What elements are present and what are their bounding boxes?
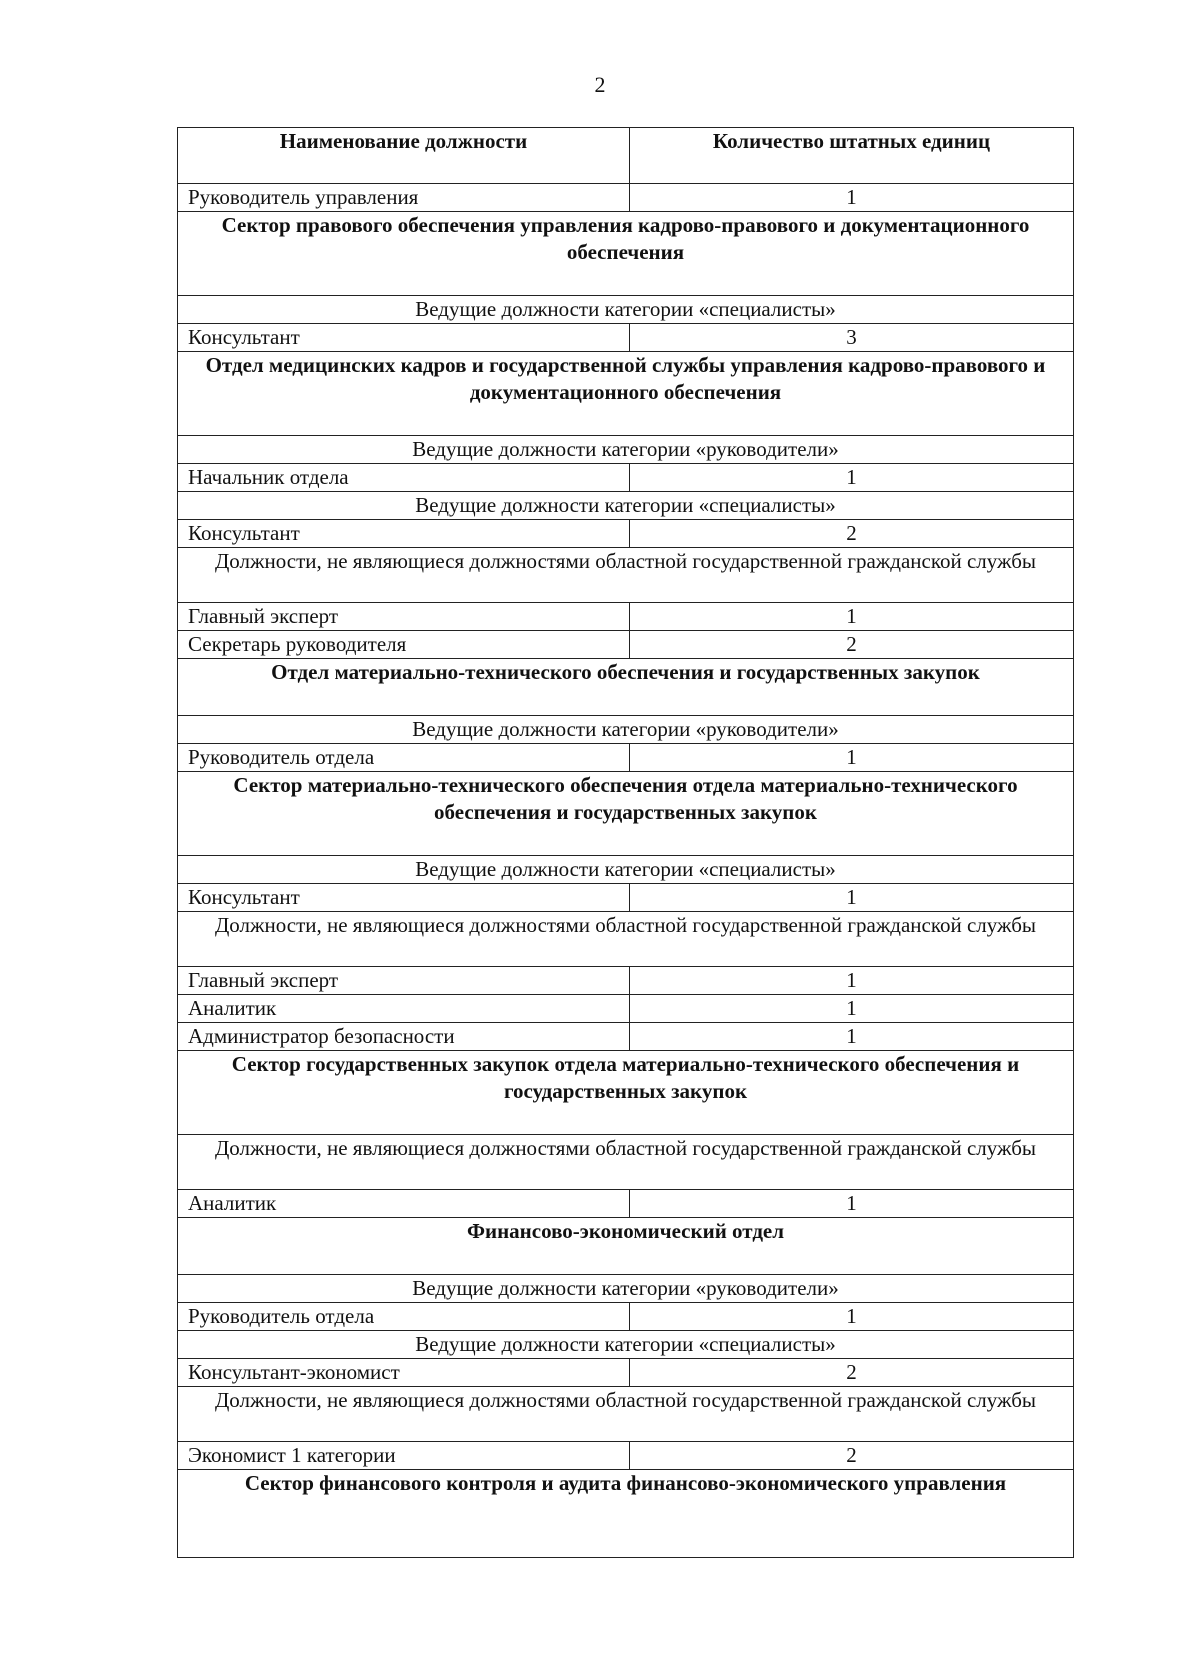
position-name: Аналитик — [178, 1190, 630, 1218]
position-name: Руководитель отдела — [178, 1303, 630, 1331]
section-heading-row — [178, 1218, 1074, 1275]
section-heading: Сектор финансового контроля и аудита финансово-экономического управления — [178, 1470, 1074, 1558]
staff-count: 1 — [630, 1190, 1074, 1218]
category-label: Ведущие должности категории «руководители» — [178, 716, 1074, 744]
category-label: Ведущие должности категории «руководители» — [178, 1275, 1074, 1303]
position-name: Консультант — [178, 520, 630, 548]
table-row — [178, 884, 1074, 912]
staff-count: 1 — [630, 967, 1074, 995]
table-row — [178, 631, 1074, 659]
category-row — [178, 716, 1074, 744]
section-heading: Сектор материально-технического обеспечения отдела материально-технического обеспечения и государственных закупок — [178, 772, 1074, 856]
position-name: Главный эксперт — [178, 603, 630, 631]
staff-count: 1 — [630, 603, 1074, 631]
section-heading-row — [178, 212, 1074, 296]
category-label: Ведущие должности категории «специалисты» — [178, 296, 1074, 324]
category-label: Ведущие должности категории «специалисты» — [178, 492, 1074, 520]
staff-count: 1 — [630, 1303, 1074, 1331]
category-label: Должности, не являющиеся должностями областной государственной гражданской службы — [178, 548, 1074, 603]
position-name: Аналитик — [178, 995, 630, 1023]
table-row — [178, 1190, 1074, 1218]
staff-count: 1 — [630, 744, 1074, 772]
table-header-row — [178, 128, 1074, 184]
category-label: Ведущие должности категории «руководители» — [178, 436, 1074, 464]
table-row — [178, 1303, 1074, 1331]
category-row — [178, 1275, 1074, 1303]
category-row — [178, 296, 1074, 324]
position-name: Экономист 1 категории — [178, 1442, 630, 1470]
position-name: Главный эксперт — [178, 967, 630, 995]
staff-count: 1 — [630, 184, 1074, 212]
staff-count: 2 — [630, 1359, 1074, 1387]
category-label: Должности, не являющиеся должностями областной государственной гражданской службы — [178, 912, 1074, 967]
table-row — [178, 184, 1074, 212]
staff-count: 1 — [630, 1023, 1074, 1051]
table-row — [178, 324, 1074, 352]
section-heading-row — [178, 1470, 1074, 1558]
category-label: Должности, не являющиеся должностями областной государственной гражданской службы — [178, 1135, 1074, 1190]
table-row — [178, 464, 1074, 492]
position-name: Консультант — [178, 884, 630, 912]
position-name: Консультант — [178, 324, 630, 352]
table-row — [178, 1359, 1074, 1387]
category-row — [178, 1331, 1074, 1359]
table-row — [178, 995, 1074, 1023]
staff-count: 1 — [630, 884, 1074, 912]
table-row — [178, 1442, 1074, 1470]
section-heading: Сектор государственных закупок отдела материально-технического обеспечения и государственных закупок — [178, 1051, 1074, 1135]
section-heading: Отдел материально-технического обеспечения и государственных закупок — [178, 659, 1074, 716]
section-heading: Финансово-экономический отдел — [178, 1218, 1074, 1275]
page-number: 2 — [594, 72, 606, 97]
staff-count: 2 — [630, 631, 1074, 659]
category-label: Ведущие должности категории «специалисты» — [178, 856, 1074, 884]
staff-count: 1 — [630, 464, 1074, 492]
table-row — [178, 1023, 1074, 1051]
staffing-table — [177, 127, 1074, 1558]
category-row — [178, 492, 1074, 520]
position-name: Консультант-экономист — [178, 1359, 630, 1387]
staff-count: 1 — [630, 995, 1074, 1023]
category-row — [178, 856, 1074, 884]
position-name: Начальник отдела — [178, 464, 630, 492]
header-staff-count: Количество штатных единиц — [630, 128, 1074, 184]
staff-count: 3 — [630, 324, 1074, 352]
section-heading-row — [178, 659, 1074, 716]
category-row — [178, 436, 1074, 464]
table-row — [178, 603, 1074, 631]
category-label: Должности, не являющиеся должностями областной государственной гражданской службы — [178, 1387, 1074, 1442]
section-heading-row — [178, 772, 1074, 856]
category-row — [178, 548, 1074, 603]
table-row — [178, 744, 1074, 772]
table-row — [178, 967, 1074, 995]
table-row — [178, 520, 1074, 548]
position-name: Руководитель управления — [178, 184, 630, 212]
position-name: Секретарь руководителя — [178, 631, 630, 659]
category-label: Ведущие должности категории «специалисты» — [178, 1331, 1074, 1359]
section-heading: Сектор правового обеспечения управления кадрово-правового и документационного обеспечения — [178, 212, 1074, 296]
staff-count: 2 — [630, 520, 1074, 548]
position-name: Администратор безопасности — [178, 1023, 630, 1051]
staff-count: 2 — [630, 1442, 1074, 1470]
section-heading-row — [178, 1051, 1074, 1135]
position-name: Руководитель отдела — [178, 744, 630, 772]
category-row — [178, 1135, 1074, 1190]
category-row — [178, 1387, 1074, 1442]
section-heading-row — [178, 352, 1074, 436]
category-row — [178, 912, 1074, 967]
section-heading: Отдел медицинских кадров и государственной службы управления кадрово-правового и документационного обеспечения — [178, 352, 1074, 436]
header-position-name: Наименование должности — [178, 128, 630, 184]
